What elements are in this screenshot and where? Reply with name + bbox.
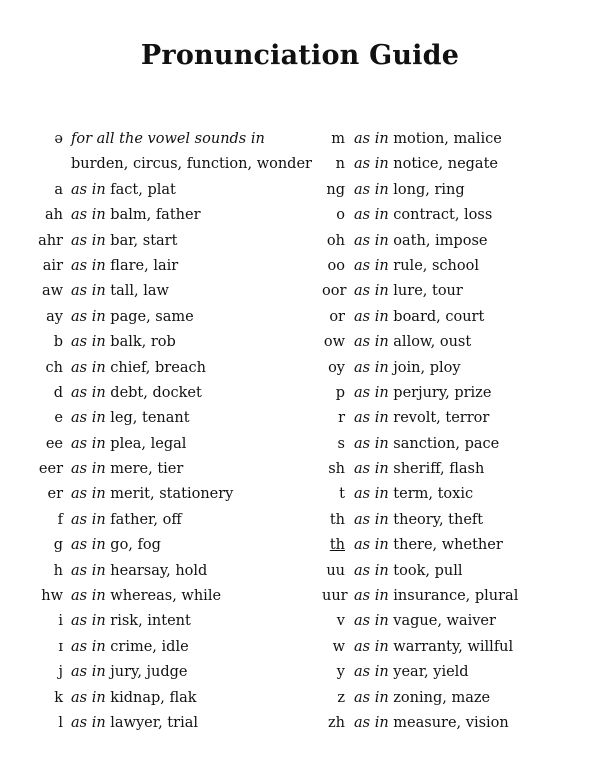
as-in-label: as in (354, 638, 389, 655)
as-in-label: as in (71, 714, 106, 731)
guide-entry (322, 584, 600, 609)
guide-entry (322, 432, 600, 457)
entry-definition (71, 178, 176, 203)
entry-symbol: or (329, 308, 345, 325)
entry-examples: mere, tier (110, 461, 184, 478)
guide-entry (0, 482, 330, 507)
entry-symbol: oy (328, 359, 345, 376)
as-in-label: as in (71, 613, 106, 630)
as-in-label: as in (354, 562, 389, 579)
entry-definition (354, 229, 487, 254)
entry-definition (354, 660, 469, 685)
guide-entry (0, 533, 330, 558)
entry-examples: allow, oust (393, 334, 472, 351)
entry-definition (71, 660, 188, 685)
as-in-label: as in (71, 562, 106, 579)
entry-symbol: er (47, 486, 63, 503)
guide-entry (322, 635, 600, 660)
guide-entry (0, 178, 330, 203)
guide-entry (0, 609, 330, 634)
as-in-label: as in (354, 232, 389, 249)
entry-examples: insurance, plural (393, 588, 519, 605)
entry-examples: oath, impose (393, 232, 488, 249)
entry-symbol: uur (322, 588, 348, 605)
entry-definition (354, 330, 471, 355)
guide-entry (0, 229, 330, 254)
entry-symbol: v (336, 613, 345, 630)
entry-definition (71, 609, 191, 634)
entry-symbol: ee (45, 435, 63, 452)
as-in-label: as in (71, 207, 106, 224)
as-in-label: as in (71, 384, 106, 401)
schwa-examples: burden, circus, function, wonder (71, 156, 312, 173)
entry-definition (354, 127, 502, 152)
entry-examples: bar, start (110, 232, 178, 249)
entry-examples: whereas, while (110, 588, 222, 605)
entry-symbol: h (53, 562, 63, 579)
entry-definition (71, 508, 182, 533)
entry-definition (71, 635, 189, 660)
entry-definition (71, 482, 233, 507)
as-in-label: as in (354, 207, 389, 224)
entry-symbol: z (337, 689, 345, 706)
guide-entry (0, 559, 330, 584)
entry-examples: debt, docket (110, 384, 202, 401)
entry-symbol: f (57, 511, 63, 528)
entry-examples: fact, plat (110, 181, 176, 198)
entry-symbol: uu (326, 562, 345, 579)
guide-entry (0, 660, 330, 685)
entry-examples: father, off (110, 511, 182, 528)
entry-symbol: e (54, 410, 63, 427)
as-in-label: as in (71, 511, 106, 528)
guide-entry (0, 203, 330, 228)
entry-symbol: o (336, 207, 345, 224)
as-in-label: as in (354, 511, 389, 528)
entry-symbol: n (335, 156, 345, 173)
schwa-description: for all the vowel sounds in (71, 131, 265, 147)
entry-symbol: y (336, 664, 345, 681)
entry-definition (71, 203, 201, 228)
guide-entry (0, 406, 330, 431)
entry-examples: year, yield (393, 664, 469, 681)
entry-examples: perjury, prize (393, 384, 492, 401)
guide-entry (0, 432, 330, 457)
entry-definition (354, 686, 490, 711)
as-in-label: as in (71, 461, 106, 478)
as-in-label: as in (354, 486, 389, 503)
entry-definition (71, 229, 177, 254)
entry-examples: measure, vision (393, 714, 509, 731)
as-in-label: as in (71, 359, 106, 376)
entry-definition (354, 152, 498, 177)
left-column (0, 127, 330, 736)
entry-examples: there, whether (393, 537, 503, 554)
guide-entry (322, 178, 600, 203)
as-in-label: as in (354, 689, 389, 706)
entry-definition (71, 330, 176, 355)
as-in-label: as in (71, 283, 106, 300)
entry-definition (354, 381, 491, 406)
guide-entry (322, 533, 600, 558)
entry-symbol: ə (54, 131, 63, 147)
entry-examples: leg, tenant (110, 410, 190, 427)
entry-definition (354, 432, 499, 457)
as-in-label: as in (354, 334, 389, 351)
right-column (322, 127, 600, 736)
guide-entry (0, 381, 330, 406)
entry-examples: motion, malice (393, 131, 502, 147)
entry-definition (354, 711, 509, 736)
as-in-label: as in (71, 410, 106, 427)
as-in-label: as in (71, 232, 106, 249)
guide-entry (322, 406, 600, 431)
entry-symbol: i (58, 613, 63, 630)
entry-symbol: ay (46, 308, 63, 325)
entry-examples: contract, loss (393, 207, 493, 224)
entry-symbol: ow (323, 334, 345, 351)
entry-symbol: ahr (38, 232, 63, 249)
guide-entry (322, 127, 600, 152)
guide-entry (322, 279, 600, 304)
as-in-label: as in (71, 435, 106, 452)
as-in-label: as in (354, 461, 389, 478)
guide-entry (322, 482, 600, 507)
entry-definition (71, 533, 161, 558)
entry-examples: board, court (393, 308, 485, 325)
guide-entry (322, 305, 600, 330)
as-in-label: as in (354, 156, 389, 173)
guide-entry (322, 559, 600, 584)
schwa-examples-row (0, 152, 330, 177)
entry-definition (354, 406, 489, 431)
as-in-label: as in (354, 283, 389, 300)
as-in-label: as in (354, 257, 389, 274)
entry-definition (71, 686, 197, 711)
guide-entry (322, 457, 600, 482)
entry-symbol: hw (41, 588, 63, 605)
entry-symbol: t (339, 486, 345, 503)
entry-definition (71, 584, 221, 609)
as-in-label: as in (354, 410, 389, 427)
entry-examples: chief, breach (110, 359, 206, 376)
guide-entry (0, 457, 330, 482)
entry-examples: risk, intent (110, 613, 191, 630)
entry-definition (71, 457, 183, 482)
guide-entry (322, 330, 600, 355)
entry-definition (354, 457, 484, 482)
as-in-label: as in (354, 131, 389, 147)
as-in-label: as in (354, 384, 389, 401)
guide-entry (0, 330, 330, 355)
entry-examples: notice, negate (393, 156, 498, 173)
entry-definition (354, 178, 465, 203)
guide-entry (322, 203, 600, 228)
entry-examples: sheriff, flash (393, 461, 485, 478)
entry-examples: zoning, maze (393, 689, 491, 706)
as-in-label: as in (354, 664, 389, 681)
entry-definition (354, 356, 461, 381)
entry-definition (71, 432, 186, 457)
entry-examples: flare, lair (110, 257, 179, 274)
entry-examples: lawyer, trial (110, 714, 198, 731)
entry-symbol: oo (327, 257, 345, 274)
as-in-label: as in (354, 359, 389, 376)
entry-examples: hearsay, hold (110, 562, 208, 579)
entry-examples: join, ploy (393, 359, 461, 376)
entry-symbol: m (331, 131, 345, 147)
guide-entry (322, 381, 600, 406)
as-in-label: as in (354, 308, 389, 325)
entry-examples: vague, waiver (393, 613, 496, 630)
entry-definition (354, 254, 479, 279)
entry-examples: go, fog (110, 537, 161, 554)
entry-examples: jury, judge (110, 664, 188, 681)
entry-examples: theory, theft (393, 511, 484, 528)
entry-examples: page, same (110, 308, 194, 325)
left-entries-list (0, 178, 330, 737)
entry-symbol: a (54, 181, 63, 198)
entry-examples: warranty, willful (393, 638, 514, 655)
entry-symbol: air (42, 257, 63, 274)
entry-examples: crime, idle (110, 638, 189, 655)
guide-entry (322, 660, 600, 685)
entry-definition (354, 305, 484, 330)
as-in-label: as in (354, 588, 389, 605)
entry-definition (354, 279, 463, 304)
as-in-label: as in (71, 334, 106, 351)
entry-definition (71, 711, 198, 736)
entry-symbol: ɪ (58, 638, 63, 655)
guide-entry (0, 635, 330, 660)
entry-definition (354, 508, 483, 533)
entry-symbol: ch (45, 359, 63, 376)
entry-symbol: l (58, 714, 63, 731)
as-in-label: as in (71, 664, 106, 681)
entry-definition (71, 381, 202, 406)
entry-examples: took, pull (393, 562, 463, 579)
as-in-label: as in (71, 181, 106, 198)
entry-symbol: ah (45, 207, 63, 224)
as-in-label: as in (354, 181, 389, 198)
entry-symbol: ng (326, 181, 345, 198)
entry-symbol: g (53, 537, 63, 554)
entry-examples: lure, tour (393, 283, 463, 300)
as-in-label: as in (71, 689, 106, 706)
entry-definition (71, 279, 169, 304)
entry-definition (71, 406, 190, 431)
entry-examples: kidnap, flak (110, 689, 197, 706)
guide-entry (322, 711, 600, 736)
entry-definition (354, 609, 496, 634)
as-in-label: as in (71, 308, 106, 325)
entry-symbol: oor (322, 283, 347, 300)
entry-symbol: aw (41, 283, 63, 300)
schwa-entry (0, 127, 330, 152)
entry-symbol: p (335, 384, 345, 401)
guide-entry (322, 609, 600, 634)
as-in-label: as in (71, 486, 106, 503)
entry-definition (354, 533, 503, 558)
guide-entry (322, 508, 600, 533)
entry-symbol: sh (328, 461, 345, 478)
entry-examples: balm, father (110, 207, 201, 224)
guide-entry (0, 686, 330, 711)
entry-symbol: d (53, 384, 63, 401)
guide-entry (0, 254, 330, 279)
entry-symbol: s (337, 435, 345, 452)
guide-entry (322, 229, 600, 254)
entry-examples: sanction, pace (393, 435, 500, 452)
entry-examples: rule, school (393, 257, 479, 274)
entry-symbol: th (329, 537, 345, 554)
entry-examples: term, toxic (393, 486, 474, 503)
right-entries-list (322, 127, 600, 736)
entry-symbol: w (332, 638, 345, 655)
entry-examples: long, ring (393, 181, 465, 198)
entry-examples: revolt, terror (393, 410, 490, 427)
entry-examples: balk, rob (110, 334, 176, 351)
as-in-label: as in (71, 257, 106, 274)
entry-definition (354, 203, 492, 228)
entry-definition (354, 559, 462, 584)
entry-definition (71, 254, 178, 279)
entry-symbol: k (54, 689, 63, 706)
entry-definition (354, 482, 473, 507)
guide-entry (0, 584, 330, 609)
guide-entry (0, 279, 330, 304)
as-in-label: as in (354, 435, 389, 452)
entry-examples: plea, legal (110, 435, 187, 452)
entry-symbol: th (329, 511, 345, 528)
entry-definition (354, 584, 518, 609)
as-in-label: as in (71, 537, 106, 554)
entry-definition (71, 559, 207, 584)
entry-examples: tall, law (110, 283, 169, 300)
entry-symbol: b (53, 334, 63, 351)
guide-entry (0, 305, 330, 330)
as-in-label: as in (71, 638, 106, 655)
as-in-label: as in (71, 588, 106, 605)
entry-symbol: zh (328, 714, 345, 731)
as-in-label: as in (354, 613, 389, 630)
guide-entry (322, 686, 600, 711)
guide-entry (0, 356, 330, 381)
entry-definition (71, 305, 194, 330)
as-in-label: as in (354, 714, 389, 731)
as-in-label: as in (354, 537, 389, 554)
page-title: Pronunciation Guide (140, 40, 460, 71)
entry-symbol: j (58, 664, 63, 681)
entry-symbol: oh (326, 232, 345, 249)
guide-entry (0, 508, 330, 533)
entry-examples: merit, stationery (110, 486, 234, 503)
guide-entry (322, 356, 600, 381)
entry-definition (71, 356, 206, 381)
entry-symbol: eer (38, 461, 63, 478)
guide-entry (322, 254, 600, 279)
guide-entry (0, 711, 330, 736)
entry-symbol: r (338, 410, 345, 427)
guide-entry (322, 152, 600, 177)
entry-definition (354, 635, 513, 660)
